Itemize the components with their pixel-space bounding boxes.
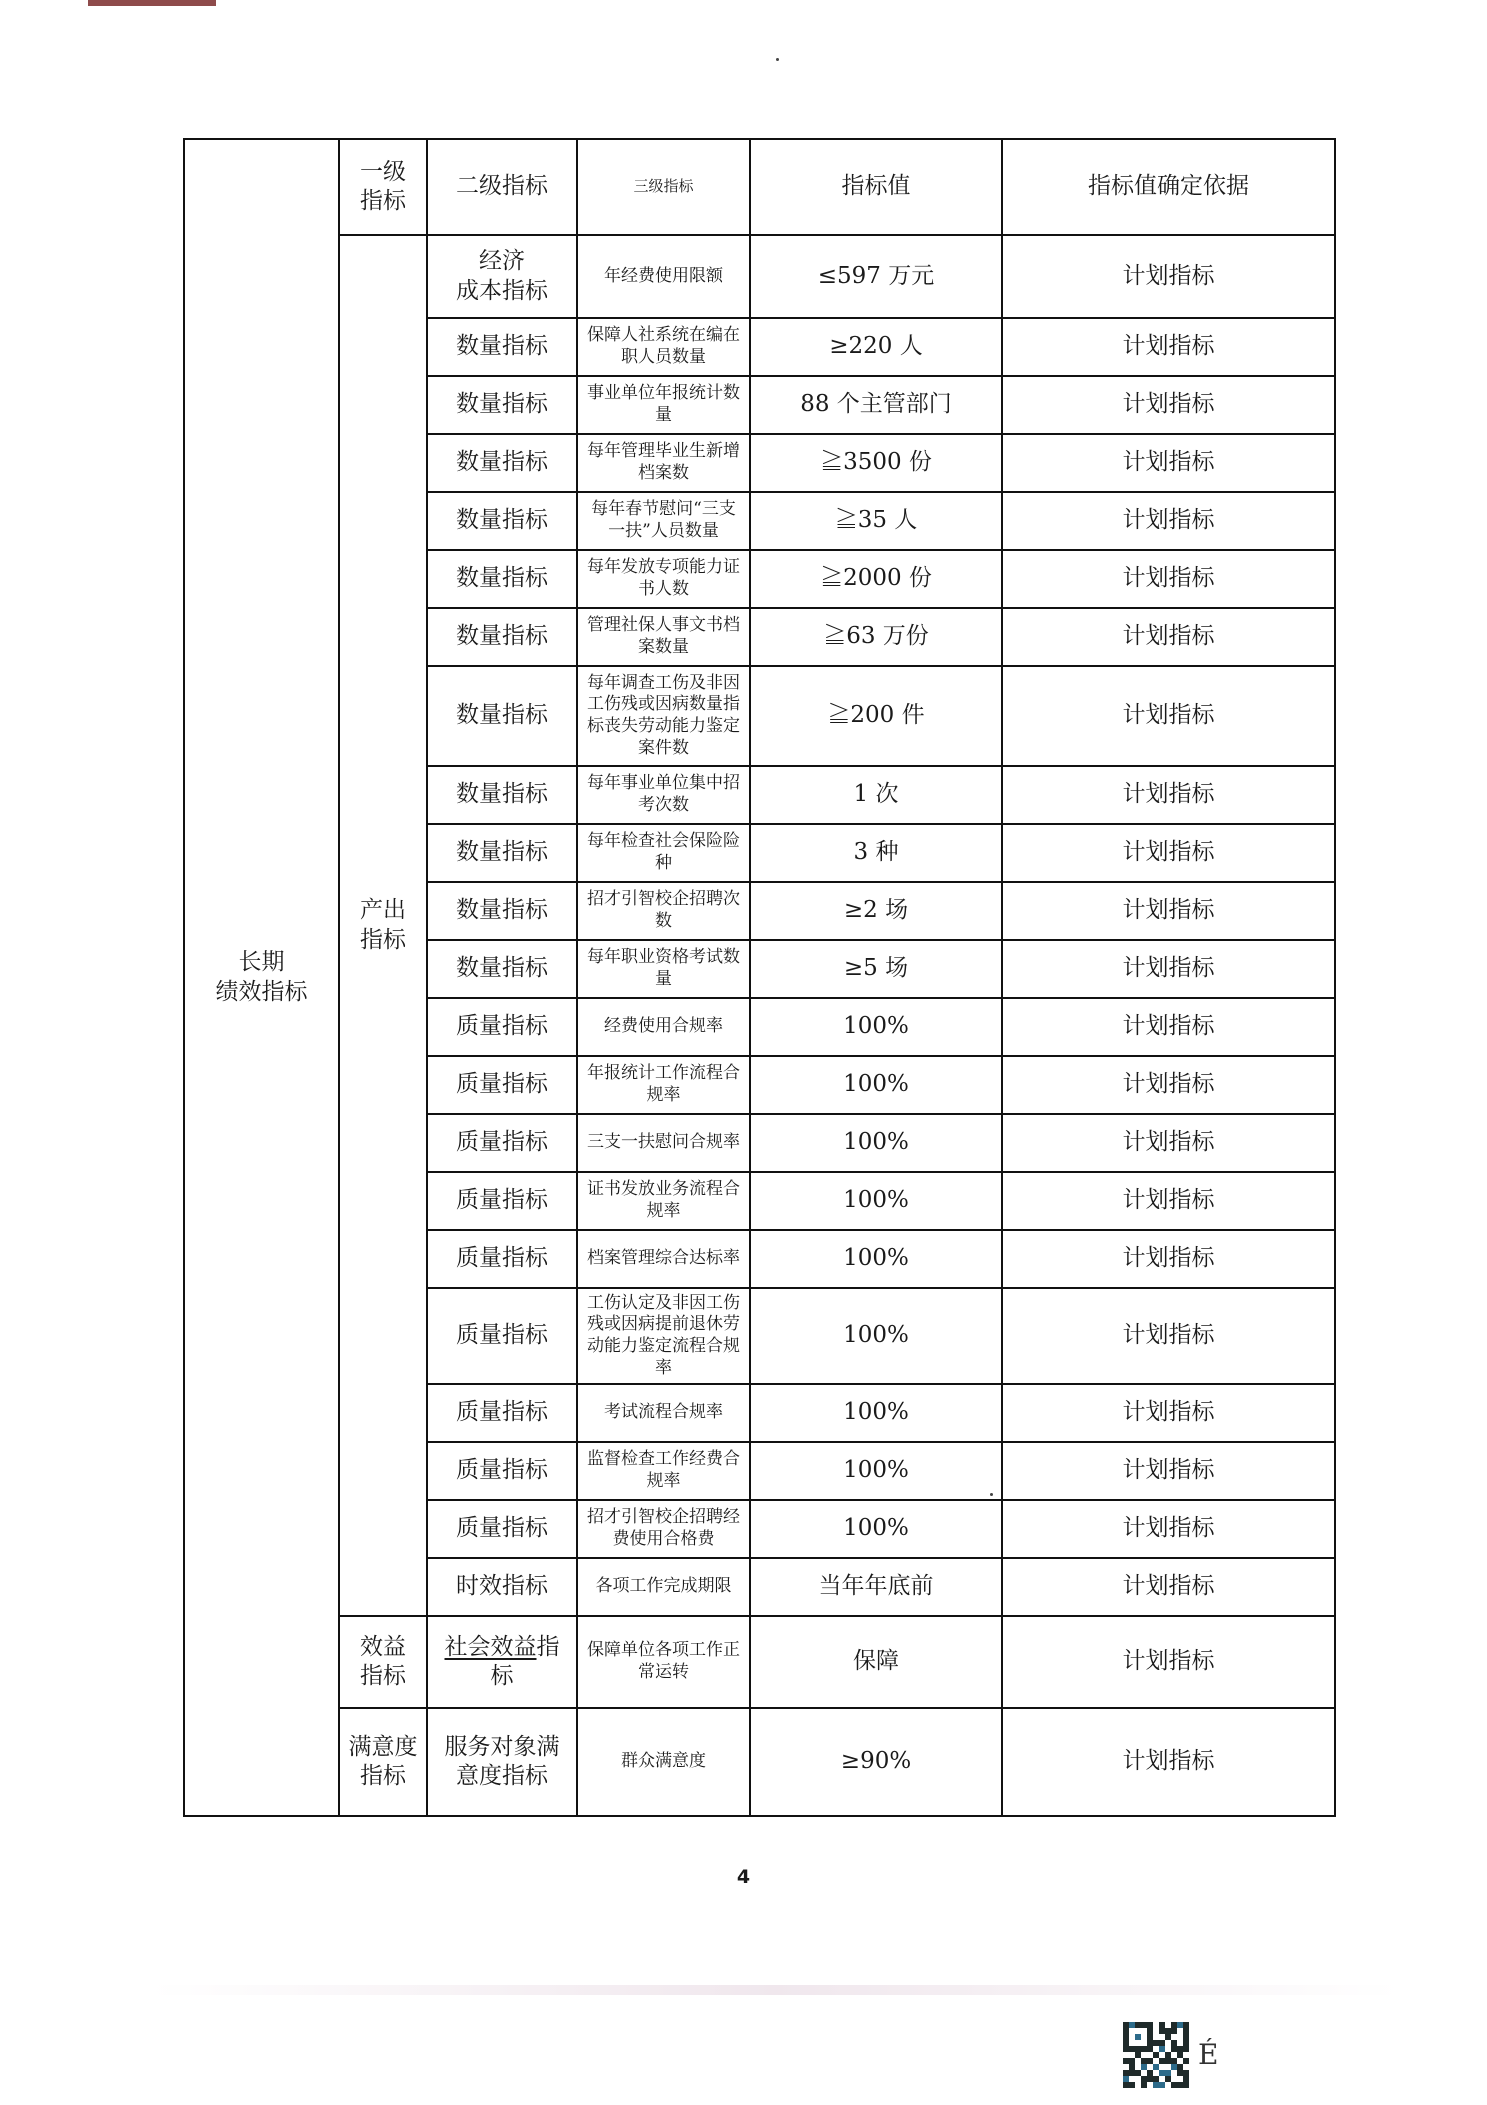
level2-indicator-cell: 质量指标 [427, 1384, 577, 1442]
indicator-value-cell: ≥2 场 [750, 882, 1002, 940]
level3-indicator-cell: 档案管理综合达标率 [577, 1230, 750, 1288]
header-value: 指标值 [750, 139, 1002, 235]
level3-indicator-cell: 工伤认定及非因工伤残或因病提前退休劳动能力鉴定流程合规率 [577, 1288, 750, 1384]
indicator-value-cell: ≧3500 份 [750, 434, 1002, 492]
scan-fade-band [150, 1985, 1400, 1995]
level2-indicator-cell: 数量指标 [427, 824, 577, 882]
level3-indicator-cell: 招才引智校企招聘经费使用合格费 [577, 1500, 750, 1558]
level2-indicator-cell: 数量指标 [427, 766, 577, 824]
indicator-basis-cell: 计划指标 [1002, 608, 1335, 666]
indicator-value-cell: 88 个主管部门 [750, 376, 1002, 434]
indicator-value-cell: ≤597 万元 [750, 235, 1002, 318]
level3-indicator-cell: 每年发放专项能力证书人数 [577, 550, 750, 608]
level3-indicator-cell: 年经费使用限额 [577, 235, 750, 318]
indicator-basis-cell: 计划指标 [1002, 376, 1335, 434]
level3-indicator-cell: 每年职业资格考试数量 [577, 940, 750, 998]
performance-indicator-table [183, 138, 1336, 1817]
level3-indicator-cell: 各项工作完成期限 [577, 1558, 750, 1616]
indicator-basis-cell: 计划指标 [1002, 235, 1335, 318]
level2-indicator-cell: 数量指标 [427, 376, 577, 434]
indicator-value-cell: ≥220 人 [750, 318, 1002, 376]
indicator-value-cell: ≧35 人 [750, 492, 1002, 550]
header-level3: 三级指标 [577, 139, 750, 235]
level3-indicator-cell: 保障人社系统在编在职人员数量 [577, 318, 750, 376]
indicator-basis-cell: 计划指标 [1002, 1442, 1335, 1500]
level1-indicator-cell: 效益 指标 [339, 1616, 427, 1708]
level3-indicator-cell: 每年调查工伤及非因工伤残或因病数量指标丧失劳动能力鉴定案件数 [577, 666, 750, 766]
level2-indicator-cell: 质量指标 [427, 1288, 577, 1384]
indicator-value-cell: 100% [750, 1288, 1002, 1384]
level3-indicator-cell: 三支一扶慰问合规率 [577, 1114, 750, 1172]
level3-indicator-cell: 证书发放业务流程合规率 [577, 1172, 750, 1230]
indicator-value-cell: 100% [750, 1500, 1002, 1558]
indicator-basis-cell: 计划指标 [1002, 318, 1335, 376]
page-number: 4 [736, 1866, 751, 1888]
level3-indicator-cell: 每年事业单位集中招考次数 [577, 766, 750, 824]
scan-edge-mark [88, 0, 216, 6]
indicator-value-cell: ≥5 场 [750, 940, 1002, 998]
indicator-value-cell: 1 次 [750, 766, 1002, 824]
qr-code-icon [1123, 2022, 1189, 2088]
level2-underlined-text: 社会效益 [444, 1633, 537, 1660]
level2-indicator-cell: 经济 成本指标 [427, 235, 577, 318]
indicator-basis-cell: 计划指标 [1002, 824, 1335, 882]
indicator-basis-cell: 计划指标 [1002, 492, 1335, 550]
level1-indicator-cell: 产出 指标 [339, 235, 427, 1616]
level2-indicator-cell: 质量指标 [427, 1442, 577, 1500]
level3-indicator-cell: 考试流程合规率 [577, 1384, 750, 1442]
level3-indicator-cell: 监督检查工作经费合规率 [577, 1442, 750, 1500]
level1-indicator-cell: 满意度 指标 [339, 1708, 427, 1816]
indicator-value-cell: 保障 [750, 1616, 1002, 1708]
level3-indicator-cell: 年报统计工作流程合规率 [577, 1056, 750, 1114]
level2-indicator-cell: 数量指标 [427, 492, 577, 550]
corner-mark: É [1198, 2038, 1219, 2071]
indicator-basis-cell: 计划指标 [1002, 1616, 1335, 1708]
indicator-value-cell: 100% [750, 1056, 1002, 1114]
table-row [184, 1616, 1335, 1708]
level3-indicator-cell: 群众满意度 [577, 1708, 750, 1816]
level3-indicator-cell: 每年管理毕业生新增档案数 [577, 434, 750, 492]
indicator-basis-cell: 计划指标 [1002, 998, 1335, 1056]
level2-indicator-cell: 质量指标 [427, 1172, 577, 1230]
level2-indicator-cell: 数量指标 [427, 940, 577, 998]
indicator-value-cell: ≧63 万份 [750, 608, 1002, 666]
level2-indicator-cell: 服务对象满意度指标 [427, 1708, 577, 1816]
level3-indicator-cell: 事业单位年报统计数量 [577, 376, 750, 434]
indicator-value-cell: ≧2000 份 [750, 550, 1002, 608]
table-header-row [184, 139, 1335, 235]
level3-indicator-cell: 招才引智校企招聘次数 [577, 882, 750, 940]
indicator-basis-cell: 计划指标 [1002, 1384, 1335, 1442]
table-row [184, 235, 1335, 318]
indicator-basis-cell: 计划指标 [1002, 766, 1335, 824]
indicator-basis-cell: 计划指标 [1002, 1500, 1335, 1558]
indicator-basis-cell: 计划指标 [1002, 1114, 1335, 1172]
indicator-value-cell: 100% [750, 1442, 1002, 1500]
level3-indicator-cell: 每年检查社会保险险种 [577, 824, 750, 882]
header-level1: 一级 指标 [339, 139, 427, 235]
indicator-basis-cell: 计划指标 [1002, 1172, 1335, 1230]
indicator-value-cell: 100% [750, 1230, 1002, 1288]
indicator-basis-cell: 计划指标 [1002, 1288, 1335, 1384]
scan-speck [776, 58, 779, 61]
level2-indicator-cell: 数量指标 [427, 608, 577, 666]
indicator-basis-cell: 计划指标 [1002, 882, 1335, 940]
header-level2: 二级指标 [427, 139, 577, 235]
table-row [184, 1708, 1335, 1816]
level3-indicator-cell: 经费使用合规率 [577, 998, 750, 1056]
level2-indicator-cell: 质量指标 [427, 998, 577, 1056]
indicator-basis-cell: 计划指标 [1002, 1056, 1335, 1114]
level2-indicator-cell: 数量指标 [427, 318, 577, 376]
level2-indicator-cell: 数量指标 [427, 666, 577, 766]
level2-indicator-cell: 质量指标 [427, 1056, 577, 1114]
level3-indicator-cell: 保障单位各项工作正常运转 [577, 1616, 750, 1708]
indicator-value-cell: ≧200 件 [750, 666, 1002, 766]
level2-indicator-cell: 数量指标 [427, 550, 577, 608]
level3-indicator-cell: 管理社保人事文书档案数量 [577, 608, 750, 666]
indicator-value-cell: 100% [750, 1172, 1002, 1230]
indicator-basis-cell: 计划指标 [1002, 550, 1335, 608]
level2-indicator-cell: 质量指标 [427, 1230, 577, 1288]
indicator-value-cell: ≥90% [750, 1708, 1002, 1816]
indicator-value-cell: 100% [750, 998, 1002, 1056]
level2-indicator-cell: 时效指标 [427, 1558, 577, 1616]
indicator-basis-cell: 计划指标 [1002, 1708, 1335, 1816]
indicator-value-cell: 100% [750, 1384, 1002, 1442]
indicator-value-cell: 3 种 [750, 824, 1002, 882]
indicator-basis-cell: 计划指标 [1002, 434, 1335, 492]
level2-indicator-cell: 数量指标 [427, 882, 577, 940]
level2-indicator-cell: 数量指标 [427, 434, 577, 492]
level2-indicator-cell [427, 1616, 577, 1708]
long-term-indicator-group-cell: 长期 绩效指标 [184, 139, 339, 1816]
indicator-basis-cell: 计划指标 [1002, 940, 1335, 998]
indicator-basis-cell: 计划指标 [1002, 666, 1335, 766]
indicator-basis-cell: 计划指标 [1002, 1558, 1335, 1616]
header-basis: 指标值确定依据 [1002, 139, 1335, 235]
indicator-value-cell: 100% [750, 1114, 1002, 1172]
level2-rest-text: 指标 [490, 1633, 560, 1689]
level3-indicator-cell: 每年春节慰问“三支一扶”人员数量 [577, 492, 750, 550]
level2-indicator-cell: 质量指标 [427, 1500, 577, 1558]
level2-indicator-cell: 质量指标 [427, 1114, 577, 1172]
indicator-basis-cell: 计划指标 [1002, 1230, 1335, 1288]
indicator-value-cell: 当年年底前 [750, 1558, 1002, 1616]
